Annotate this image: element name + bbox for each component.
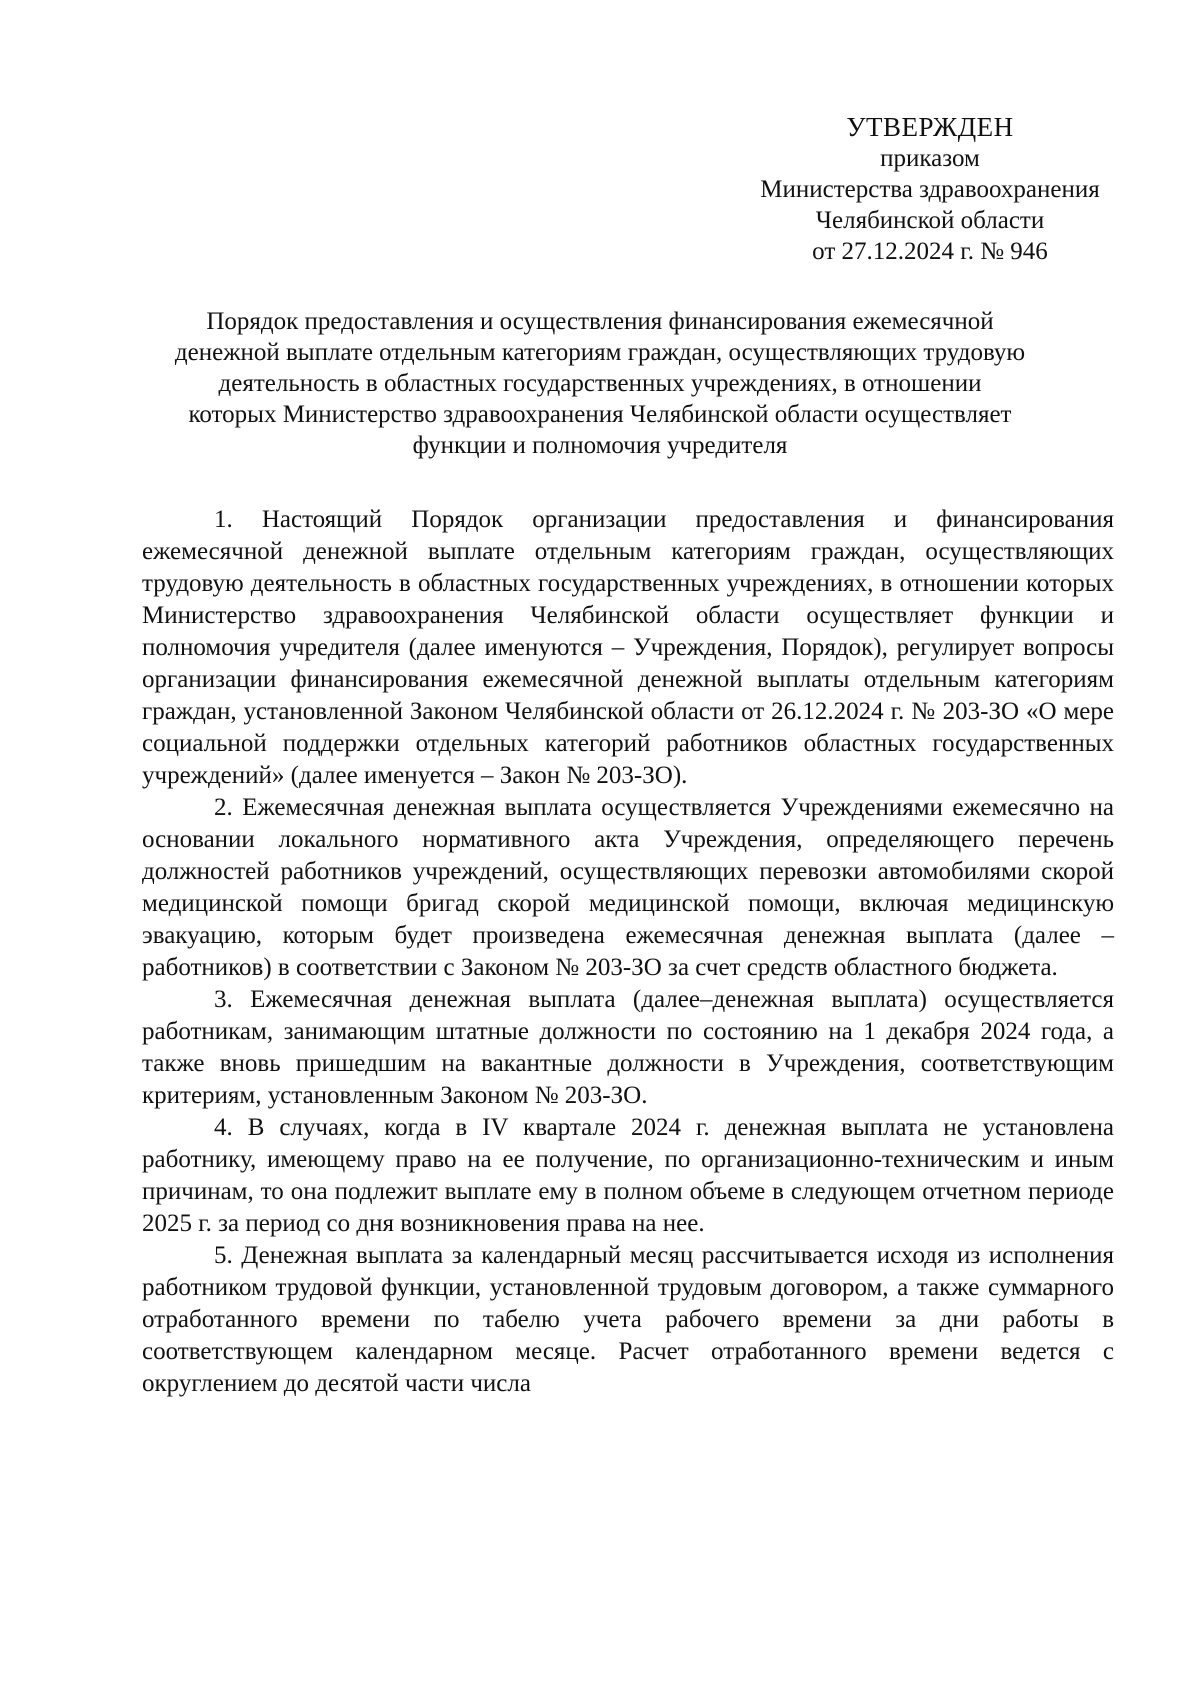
approval-line: приказом [880, 145, 980, 172]
document-title [140, 306, 1060, 461]
paragraph-5: 5. Денежная выплата за календарный месяц рассчитывается исходя из исполнения работником трудовой функции, установленной трудовым договором, а также суммарного отработанного времени по табелю учета рабочего времени за дни работы в соответствующем календарном месяце. Расчет отработанного времени ведется с округлением до десятой части числа [142, 1242, 1114, 1397]
approval-line: Челябинской области [815, 207, 1045, 234]
title-line: которых Министерство здравоохранения Челябинской области осуществляет [188, 401, 1012, 428]
title-line: денежной выплате отдельным категориям граждан, осуществляющих трудовую [174, 339, 1026, 366]
approval-line: Министерства здравоохранения [760, 176, 1100, 203]
paragraph-3: 3. Ежемесячная денежная выплата (далее–денежная выплата) осуществляется работникам, занимающим штатные должности по состоянию на 1 декабря 2024 года, а также вновь пришедшим на вакантные должности в Учреждения, соответствующим критериям, установленным Законом № 203-ЗО. [142, 986, 1114, 1109]
paragraph-2: 2. Ежемесячная денежная выплата осуществляется Учреждениями ежемесячно на основании локального нормативного акта Учреждения, определяющего перечень должностей работников учреждений, осуществляющих перевозки автомобилями скорой медицинской помощи бригад скорой медицинской помощи, включая медицинскую эвакуацию, которым будет произведена ежемесячная денежная выплата (далее – работников) в соответствии с Законом № 203-ЗО за счет средств областного бюджета. [142, 794, 1114, 981]
document-body [142, 504, 1114, 1400]
approval-title: УТВЕРЖДЕН [846, 112, 1014, 142]
title-line: функции и полномочия учредителя [412, 432, 788, 459]
paragraph-1: 1. Настоящий Порядок организации предоставления и финансирования ежемесячной денежной выплате отдельным категориям граждан, осуществляющих трудовую деятельность в областных государственных учреждениях, в отношении которых Министерство здравоохранения Челябинской области осуществляет функции и полномочия учредителя (далее именуются – Учреждения, Порядок), регулирует вопросы организации финансирования ежемесячной денежной выплаты отдельным категориям граждан, установленной Законом Челябинской области от 26.12.2024 г. № 203-ЗО «О мере социальной поддержки отдельных категорий работников областных государственных учреждений» (далее именуется – Закон № 203-ЗО). [142, 506, 1114, 789]
approval-date-number: от 27.12.2024 г. № 946 [812, 238, 1048, 265]
title-line: Порядок предоставления и осуществления финансирования ежемесячной [206, 308, 994, 335]
paragraph-4: 4. В случаях, когда в IV квартале 2024 г. денежная выплата не установлена работнику, имеющему право на ее получение, по организационно-техническим и иным причинам, то она подлежит выплате ему в полном объеме в следующем отчетном периоде 2025 г. за период со дня возникновения права на нее. [142, 1114, 1114, 1237]
title-line: деятельность в областных государственных учреждениях, в отношении [218, 370, 982, 397]
approval-stamp [700, 112, 1160, 267]
